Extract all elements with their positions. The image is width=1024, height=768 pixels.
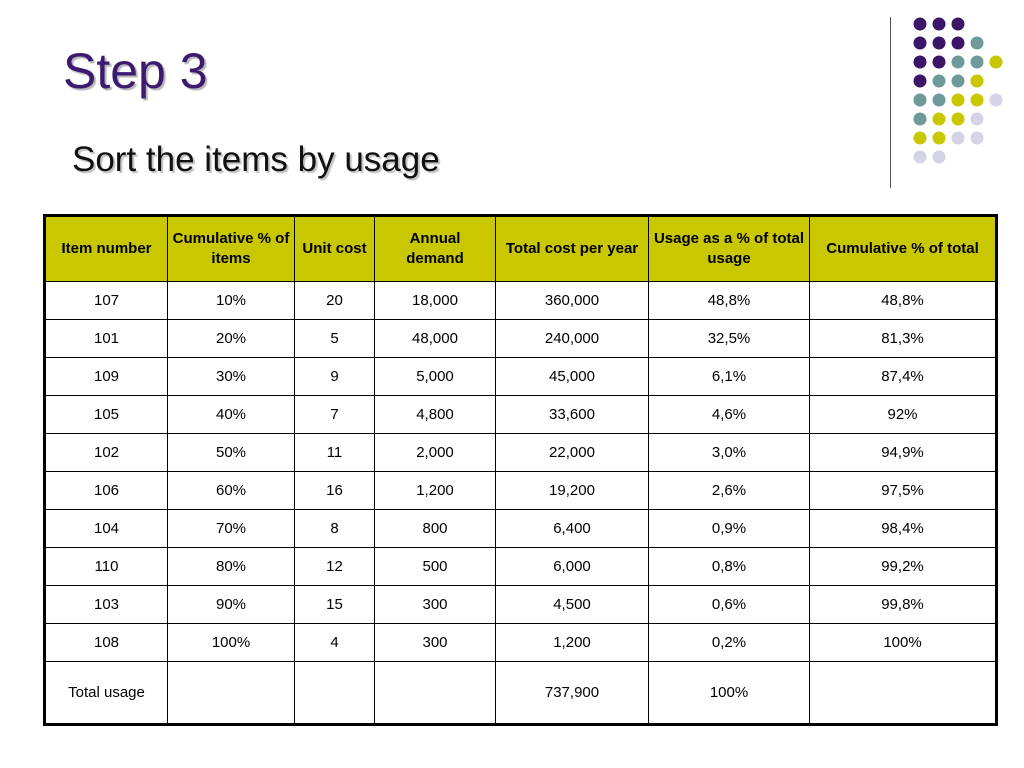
slide-subtitle: Sort the items by usage bbox=[72, 140, 440, 179]
table-row bbox=[45, 548, 997, 586]
decorative-dot bbox=[933, 18, 946, 31]
cell-total-cost: 4,500 bbox=[496, 586, 649, 624]
table-row bbox=[45, 320, 997, 358]
decorative-dot bbox=[971, 113, 984, 126]
cell-cumulative-items: 90% bbox=[168, 586, 295, 624]
cell-cumulative-items: 40% bbox=[168, 396, 295, 434]
decorative-dot bbox=[952, 37, 965, 50]
cell-unit-cost: 9 bbox=[295, 358, 375, 396]
decorative-dot bbox=[933, 75, 946, 88]
decorative-dot bbox=[914, 37, 927, 50]
cell-cumulative-total: 98,4% bbox=[810, 510, 997, 548]
decorative-dot bbox=[933, 151, 946, 164]
cell-cumulative-total: 99,8% bbox=[810, 586, 997, 624]
table-row bbox=[45, 510, 997, 548]
cell-usage-percent: 3,0% bbox=[649, 434, 810, 472]
cell-total-cost: 22,000 bbox=[496, 434, 649, 472]
cell-item-number: 102 bbox=[45, 434, 168, 472]
cell-item-number: 106 bbox=[45, 472, 168, 510]
cell-cumulative-total: 99,2% bbox=[810, 548, 997, 586]
cell-usage-percent: 0,8% bbox=[649, 548, 810, 586]
total-cost-sum: 737,900 bbox=[496, 662, 649, 725]
cell-annual-demand: 2,000 bbox=[375, 434, 496, 472]
table-row bbox=[45, 282, 997, 320]
cell-total-cost: 360,000 bbox=[496, 282, 649, 320]
cell-cumulative-total: 48,8% bbox=[810, 282, 997, 320]
cell-item-number: 108 bbox=[45, 624, 168, 662]
cell-item-number: 101 bbox=[45, 320, 168, 358]
cell-unit-cost: 5 bbox=[295, 320, 375, 358]
empty-cell bbox=[295, 662, 375, 725]
table-row bbox=[45, 434, 997, 472]
cell-annual-demand: 5,000 bbox=[375, 358, 496, 396]
cell-total-cost: 6,000 bbox=[496, 548, 649, 586]
cell-item-number: 105 bbox=[45, 396, 168, 434]
cell-item-number: 109 bbox=[45, 358, 168, 396]
total-row bbox=[45, 662, 997, 725]
decorative-dot bbox=[933, 37, 946, 50]
cell-cumulative-total: 97,5% bbox=[810, 472, 997, 510]
decorative-dot bbox=[914, 132, 927, 145]
cell-usage-percent: 0,9% bbox=[649, 510, 810, 548]
decorative-dot bbox=[990, 94, 1003, 107]
decorative-dot bbox=[971, 75, 984, 88]
decorative-dot bbox=[971, 132, 984, 145]
cell-cumulative-items: 70% bbox=[168, 510, 295, 548]
empty-cell bbox=[168, 662, 295, 725]
header-item-number: Item number bbox=[45, 216, 168, 282]
cell-unit-cost: 11 bbox=[295, 434, 375, 472]
cell-item-number: 103 bbox=[45, 586, 168, 624]
total-usage-percent: 100% bbox=[649, 662, 810, 725]
decorative-dot bbox=[933, 132, 946, 145]
header-annual-demand: Annual demand bbox=[375, 216, 496, 282]
table-row bbox=[45, 586, 997, 624]
cell-item-number: 107 bbox=[45, 282, 168, 320]
cell-unit-cost: 20 bbox=[295, 282, 375, 320]
decorative-dot bbox=[914, 94, 927, 107]
cell-usage-percent: 48,8% bbox=[649, 282, 810, 320]
table-row bbox=[45, 624, 997, 662]
cell-usage-percent: 32,5% bbox=[649, 320, 810, 358]
cell-unit-cost: 15 bbox=[295, 586, 375, 624]
decorative-dot bbox=[990, 56, 1003, 69]
decorative-dot bbox=[933, 113, 946, 126]
decorative-dot bbox=[914, 18, 927, 31]
table-header-row bbox=[45, 216, 997, 282]
empty-cell bbox=[810, 662, 997, 725]
cell-annual-demand: 4,800 bbox=[375, 396, 496, 434]
header-unit-cost: Unit cost bbox=[295, 216, 375, 282]
header-cumulative-total: Cumulative % of total bbox=[810, 216, 997, 282]
cell-unit-cost: 4 bbox=[295, 624, 375, 662]
cell-cumulative-items: 80% bbox=[168, 548, 295, 586]
cell-cumulative-items: 50% bbox=[168, 434, 295, 472]
decorative-divider bbox=[890, 17, 891, 188]
cell-unit-cost: 12 bbox=[295, 548, 375, 586]
cell-unit-cost: 7 bbox=[295, 396, 375, 434]
cell-cumulative-total: 94,9% bbox=[810, 434, 997, 472]
cell-usage-percent: 6,1% bbox=[649, 358, 810, 396]
header-cumulative-items: Cumulative % of items bbox=[168, 216, 295, 282]
usage-table bbox=[43, 214, 998, 726]
cell-item-number: 110 bbox=[45, 548, 168, 586]
cell-usage-percent: 0,6% bbox=[649, 586, 810, 624]
decorative-dot bbox=[914, 151, 927, 164]
cell-total-cost: 19,200 bbox=[496, 472, 649, 510]
cell-item-number: 104 bbox=[45, 510, 168, 548]
cell-annual-demand: 18,000 bbox=[375, 282, 496, 320]
table-row bbox=[45, 358, 997, 396]
decorative-dot bbox=[933, 94, 946, 107]
decorative-dot bbox=[914, 113, 927, 126]
decorative-dot bbox=[914, 56, 927, 69]
decorative-dot bbox=[971, 56, 984, 69]
cell-total-cost: 240,000 bbox=[496, 320, 649, 358]
cell-total-cost: 33,600 bbox=[496, 396, 649, 434]
cell-annual-demand: 500 bbox=[375, 548, 496, 586]
table-row bbox=[45, 396, 997, 434]
cell-cumulative-total: 100% bbox=[810, 624, 997, 662]
total-label: Total usage bbox=[45, 662, 168, 725]
decorative-dot bbox=[952, 113, 965, 126]
cell-unit-cost: 8 bbox=[295, 510, 375, 548]
cell-total-cost: 45,000 bbox=[496, 358, 649, 396]
cell-annual-demand: 300 bbox=[375, 624, 496, 662]
cell-unit-cost: 16 bbox=[295, 472, 375, 510]
cell-usage-percent: 2,6% bbox=[649, 472, 810, 510]
cell-cumulative-total: 92% bbox=[810, 396, 997, 434]
decorative-dot bbox=[952, 132, 965, 145]
decorative-dot bbox=[952, 94, 965, 107]
decorative-dot bbox=[952, 18, 965, 31]
cell-annual-demand: 800 bbox=[375, 510, 496, 548]
decorative-dot bbox=[952, 56, 965, 69]
slide-title: Step 3 bbox=[63, 43, 208, 99]
cell-annual-demand: 48,000 bbox=[375, 320, 496, 358]
table-row bbox=[45, 472, 997, 510]
cell-total-cost: 6,400 bbox=[496, 510, 649, 548]
cell-usage-percent: 4,6% bbox=[649, 396, 810, 434]
cell-usage-percent: 0,2% bbox=[649, 624, 810, 662]
decorative-dot bbox=[933, 56, 946, 69]
cell-total-cost: 1,200 bbox=[496, 624, 649, 662]
header-usage-percent: Usage as a % of total usage bbox=[649, 216, 810, 282]
decorative-dot bbox=[952, 75, 965, 88]
cell-cumulative-total: 81,3% bbox=[810, 320, 997, 358]
cell-cumulative-items: 60% bbox=[168, 472, 295, 510]
empty-cell bbox=[375, 662, 496, 725]
cell-annual-demand: 300 bbox=[375, 586, 496, 624]
cell-cumulative-total: 87,4% bbox=[810, 358, 997, 396]
cell-cumulative-items: 10% bbox=[168, 282, 295, 320]
decorative-dot bbox=[971, 37, 984, 50]
header-total-cost: Total cost per year bbox=[496, 216, 649, 282]
decorative-dot bbox=[914, 75, 927, 88]
decorative-dot bbox=[971, 94, 984, 107]
cell-cumulative-items: 100% bbox=[168, 624, 295, 662]
cell-cumulative-items: 20% bbox=[168, 320, 295, 358]
cell-cumulative-items: 30% bbox=[168, 358, 295, 396]
cell-annual-demand: 1,200 bbox=[375, 472, 496, 510]
